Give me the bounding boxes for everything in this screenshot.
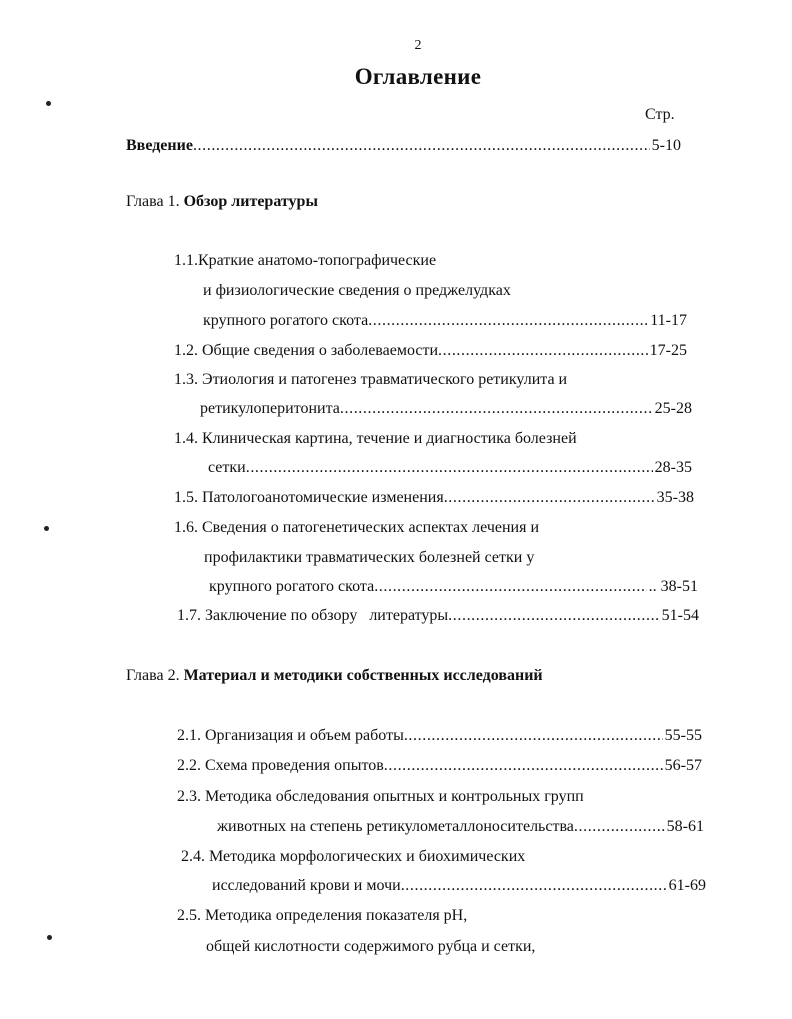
toc-pages: 56-57 [664,757,702,774]
toc-entry-2-1 [177,726,702,746]
toc-entry-2-2 [177,756,702,776]
pages-column-header: Стр. [645,106,675,123]
toc-label: 1.7. Заключение по обзору литературы [177,607,449,624]
toc-leader [384,756,663,776]
toc-entry-1-7 [177,606,699,626]
toc-leader [340,399,653,419]
toc-entry-1-6-line1: 1.6. Сведения о патогенетических аспектах лечения и [174,519,540,536]
toc-entry-2-4-line1: 2.4. Методика морфологических и биохимических [181,848,526,865]
toc-label: 2.2. Схема проведения опытов [177,757,384,774]
toc-entry-1-1-line2: и физиологические сведения о преджелудках [203,282,511,299]
toc-label: 2.1. Организация и объем работы [177,727,404,744]
toc-label: исследований крови и мочи [212,877,401,894]
bullet-mark [47,935,52,940]
chapter-title: Обзор литературы [183,193,318,210]
toc-entry-1-3-line1: 1.3. Этиология и патогенез травматического ретикулита и [174,371,568,388]
chapter-prefix: Глава 2. [126,667,180,684]
toc-entry-1-1-line3 [203,311,687,331]
toc-pages: 58-61 [666,818,704,835]
toc-entry-1-6-line3 [209,577,698,597]
toc-pages: 61-69 [668,877,706,894]
toc-leader [368,311,648,331]
chapter-1-heading [126,192,318,212]
toc-leader [574,817,665,837]
toc-pages: 11-17 [650,312,687,329]
toc-pages: 35-38 [656,489,694,506]
toc-leader [193,136,650,156]
toc-label: крупного рогатого скота [203,312,369,329]
toc-pages: 55-55 [664,727,702,744]
chapter-title: Материал и методики собственных исследований [183,667,543,684]
toc-entry-2-5-line1: 2.5. Методика определения показателя pH, [177,907,468,924]
toc-label: ретикулоперитонита [200,400,340,417]
toc-leader [404,726,663,746]
toc-entry-1-2 [174,341,687,361]
toc-leader [246,458,653,478]
toc-entry-1-3-line2 [200,399,692,419]
toc-entry-1-4-line1: 1.4. Клиническая картина, течение и диагностика болезней [174,430,577,447]
toc-leader [401,876,667,896]
bullet-mark [46,101,51,106]
toc-entry-1-5 [174,488,694,508]
chapter-2-heading [126,666,543,686]
toc-leader [444,488,655,508]
bullet-mark [44,526,49,531]
toc-pages: 25-28 [654,400,692,417]
toc-leader [438,341,648,361]
page-number: 2 [414,38,422,53]
toc-entry-1-6-line2: профилактики травматических болезней сетки у [204,549,535,566]
chapter-prefix: Глава 1. [126,193,180,210]
toc-label: Введение [126,137,193,154]
toc-pages: 51-54 [661,607,699,624]
toc-entry-2-3-line1: 2.3. Методика обследования опытных и контрольных групп [177,788,584,805]
toc-entry-2-5-line2: общей кислотности содержимого рубца и сетки, [206,938,536,955]
toc-pages: 5-10 [651,137,681,154]
toc-label: животных на степень ретикулометаллоносительства [217,818,574,835]
toc-entry-1-4-line2 [208,458,692,478]
toc-entry-intro [126,136,681,156]
toc-label: крупного рогатого скота [209,578,375,595]
toc-leader [374,577,646,597]
toc-entry-1-1-line1: 1.1.Краткие анатомо-топографические [174,252,437,269]
toc-label: 1.5. Патологоанотомические изменения [174,489,444,506]
page-title: Оглавление [354,64,482,89]
toc-pages: 28-35 [654,459,692,476]
toc-entry-2-3-line2 [217,817,704,837]
toc-pages: .. 38-51 [648,578,698,595]
toc-label: 1.2. Общие сведения о заболеваемости [174,342,439,359]
toc-entry-2-4-line2 [212,876,706,896]
toc-leader [448,606,660,626]
toc-label: сетки [208,459,246,476]
toc-pages: 17-25 [649,342,687,359]
